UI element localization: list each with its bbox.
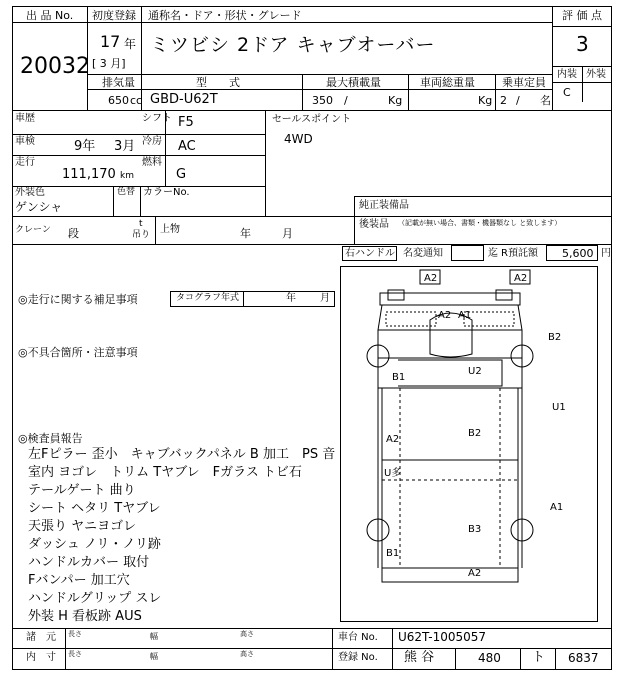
mileage-label: 走行 [15,157,35,168]
report-line-2: 室内 ヨゴレ トリム Tヤブレ Fガラス トビ石 [28,465,302,480]
meter-change-label: 名変通知 [403,248,443,259]
inspector-title: ◎検査員報告 [18,432,83,445]
diag-label-2: A2 [514,273,528,284]
diag-label-8: U1 [552,402,566,413]
displacement-label: 排気量 [102,76,135,89]
diag-label-15: A2 [468,568,482,579]
spec-width-label: 幅 [150,632,158,641]
history-label: 車歴 [15,113,35,124]
report-line-4: シート ヘタリ Tヤブレ [28,501,161,516]
diagram-labels [384,273,566,579]
reg-class: 480 [478,651,501,665]
diag-label-7: U2 [468,366,482,377]
capacity-value: 2 [500,94,507,107]
diag-label-13: B3 [468,524,482,535]
displacement-value: 650 [108,94,129,107]
capacity-label: 乗車定員 [502,76,546,89]
color-change-label: 色替 [117,187,136,197]
dim-height-label: 高さ [240,650,254,658]
report-line-10: 外装 H 看板跡 AUS [28,609,142,624]
lot-no: 20032 [20,54,90,79]
yen-label: 円 [601,248,611,259]
chassis-no: U62T-1005057 [398,630,487,644]
tacho-year: 年 [286,293,296,304]
spec-row-label: 諸 元 [26,632,56,643]
fuel-label: 燃料 [142,157,162,168]
max-load-value: 350 [312,94,333,107]
shift-label: シフト [142,113,172,124]
max-load-label: 最大積載量 [326,76,381,89]
recycle-amount: 5,600 [562,247,594,260]
score-label: 評 価 点 [562,9,602,22]
interior-grade: C [563,86,571,99]
aftermarket-label: 後装品 [359,219,389,230]
dim-length-label: 長さ [68,650,82,658]
lot-no-label: 出 品 No. [26,9,74,22]
first-reg-year: 17 [100,32,121,51]
diag-label-6: B1 [392,372,406,383]
equipment-label: 純正装備品 [359,200,409,211]
recycle-label: R預託額 [501,248,538,259]
rhd-label: 右ハンドル [345,248,395,259]
mileage-value: 111,170 [62,167,116,182]
exterior-label: 外装 [586,69,606,80]
max-load-slash: / [344,94,348,107]
dim-width-label: 幅 [150,652,158,661]
capacity-slash: / [516,94,520,107]
model-label: 型 式 [196,76,240,89]
score-value: 3 [576,32,589,56]
tacho-month: 月 [320,293,330,304]
crane-ton: t [139,219,143,229]
diag-label-12: A1 [550,502,564,513]
color-value: ゲンシャ [15,200,63,214]
report-line-1: 左Fピラー 歪小 キャブバックパネル B 加工 PS 音 [28,447,336,462]
inspection-label: 車検 [15,136,35,147]
first-reg-year-unit: 年 [124,37,137,51]
report-line-3: テールゲート 曲り [28,483,136,498]
shift-value: F5 [178,115,194,130]
k-label: 迄 [488,248,498,259]
ac-value: AC [178,139,196,154]
report-line-6: ダッシュ ノリ・ノリ跡 [28,537,161,552]
diag-label-1: A2 [424,273,438,284]
interior-label: 内装 [557,69,577,80]
report-line-5: 天張り ヤニヨゴレ [28,519,137,534]
ac-label: 冷房 [142,136,162,147]
capacity-unit: 名 [540,94,551,107]
diag-label-9: B2 [468,428,482,439]
defects-title: ◎不具合箇所・注意事項 [18,346,138,359]
reg-label: 登録 No. [338,652,378,663]
diag-label-4: A1 [458,310,472,321]
spec-height-label: 高さ [240,630,254,638]
crane-label: クレーン [15,225,51,235]
crane-hoist: 吊り [132,230,151,240]
spec-length-label: 長さ [68,630,82,638]
mileage-unit: km [120,171,134,181]
aftermarket-note: （記載が無い場合、書類・機器類なし と致します） [398,219,562,227]
max-load-kg: Kg [388,94,403,107]
gross-weight-label: 車両総重量 [420,76,475,89]
first-reg-label: 初度登録 [92,9,136,22]
car-name: ミツビシ 2ドア キャブオーバー [150,34,436,56]
diag-label-10: A2 [386,434,400,445]
inspection-year: 9年 [74,139,96,154]
diag-label-11: U多 [384,468,402,479]
report-line-8: Fバンパー 加工穴 [28,573,130,588]
lift-year: 年 [240,227,251,240]
sales-point-value: 4WD [284,132,313,146]
model-value: GBD-U62T [150,92,218,107]
interior-dim-label: 内 寸 [26,652,56,663]
reg-kana: ト [532,650,546,665]
diag-label-14: B1 [386,548,400,559]
report-line-9: ハンドルグリップ スレ [28,591,162,606]
name-label: 通称名・ドア・形状・グレード [148,9,302,22]
chassis-label: 車台 No. [338,632,378,643]
reg-place: 熊 谷 [404,650,435,665]
gross-kg: Kg [478,94,493,107]
inspection-month: 3月 [114,139,136,154]
lift-month: 月 [282,227,293,240]
color-label: 外装色 [15,187,45,198]
reg-number: 6837 [568,651,599,665]
displacement-unit: cc [130,94,143,107]
crane-stage: 段 [68,227,79,240]
driving-notes-title: ◎走行に関する補足事項 [18,293,138,306]
report-line-7: ハンドルカバー 取付 [28,555,150,570]
diag-label-3: A2 [438,310,452,321]
fuel-value: G [176,167,187,182]
diag-label-5: B2 [548,332,562,343]
tachograph-label: タコグラフ年式 [176,293,240,303]
color-no-label: カラーNo. [143,187,190,198]
sales-point-label: セールスポイント [272,114,352,125]
first-reg-month: [ 3 月] [92,57,126,70]
lift-label: 上物 [160,224,180,235]
